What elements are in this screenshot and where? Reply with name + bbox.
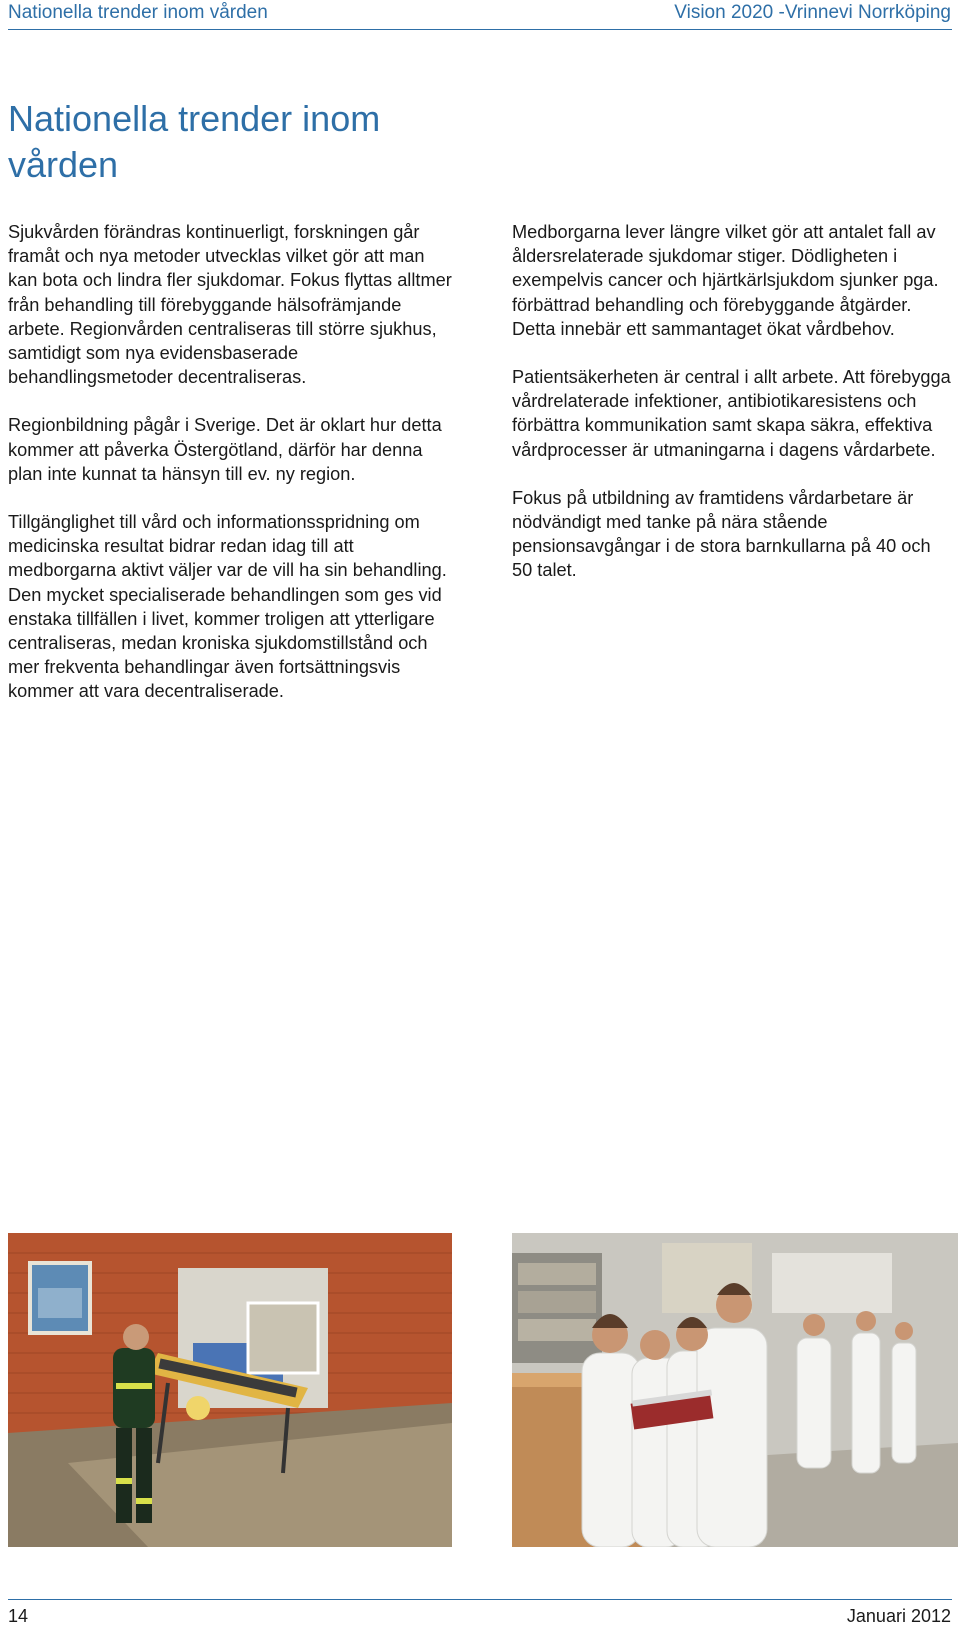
footer-date: Januari 2012	[846, 1606, 951, 1626]
paragraph: Regionbildning pågår i Sverige. Det är oklart hur detta kommer att påverka Östergötland, därför har denna plan inte kunnat ta hänsyn till ev. ny region.	[8, 415, 442, 484]
paragraph: Fokus på utbildning av framtidens vårdarbetare är nödvändigt med tanke på nära stående pensionsavgångar i de stora barnkullarna på 40 och 50 talet.	[512, 487, 931, 581]
nurses-meeting-photo	[512, 1233, 958, 1547]
right-text-column	[512, 220, 952, 607]
left-text-column	[8, 220, 458, 728]
page-title: Nationella trender inom vården	[8, 98, 381, 185]
paragraph: Tillgänglighet till vård och informationsspridning om medicinska resultat bidrar redan idag till att medborgarna aktivt väljer var de vill ha sin behandling. Den mycket specialiserade behandlingen som ges vid enstaka tillfällen i livet, kommer troligen att ytterligare centraliseras, medan kroniska sjukdomstillstånd och mer frekventa behandlingar även fortsättningsvis kommer att vara decentraliserade.	[8, 512, 447, 702]
page-number: 14	[8, 1606, 29, 1626]
paragraph: Patientsäkerheten är central i allt arbete. Att förebygga vårdrelaterade infektioner, antibiotikaresistens och förbättra kommunikation samt skapa säkra, effektiva vårdprocesser är utmaningarna i dagens vårdarbete.	[512, 367, 951, 460]
header-section-title: Nationella trender inom vården	[8, 2, 268, 23]
header-divider	[8, 29, 952, 30]
paragraph: Sjukvården förändras kontinuerligt, forskningen går framåt och nya metoder utvecklas vilket gör att man kan bota och lindra fler sjukdomar. Fokus flyttas alltmer från behandling till förebyggande hälsofrämjande arbete. Regionvården centraliseras till större sjukhus, samtidigt som nya evidensbaserade behandlingsmetoder decentraliseras.	[8, 222, 452, 388]
header-document-title: Vision 2020 -Vrinnevi Norrköping	[674, 2, 951, 23]
paragraph: Medborgarna lever längre vilket gör att antalet fall av åldersrelaterade sjukdomar stiger. Dödligheten i exempelvis cancer och hjärtkärlsjukdom sjunker pga. förbättrad behandling och förebyggande åtgärder. Detta innebär ett sammantaget ökat vårdbehov.	[512, 222, 939, 339]
footer-divider	[8, 1599, 952, 1600]
ambulance-stretcher-photo	[8, 1233, 452, 1547]
